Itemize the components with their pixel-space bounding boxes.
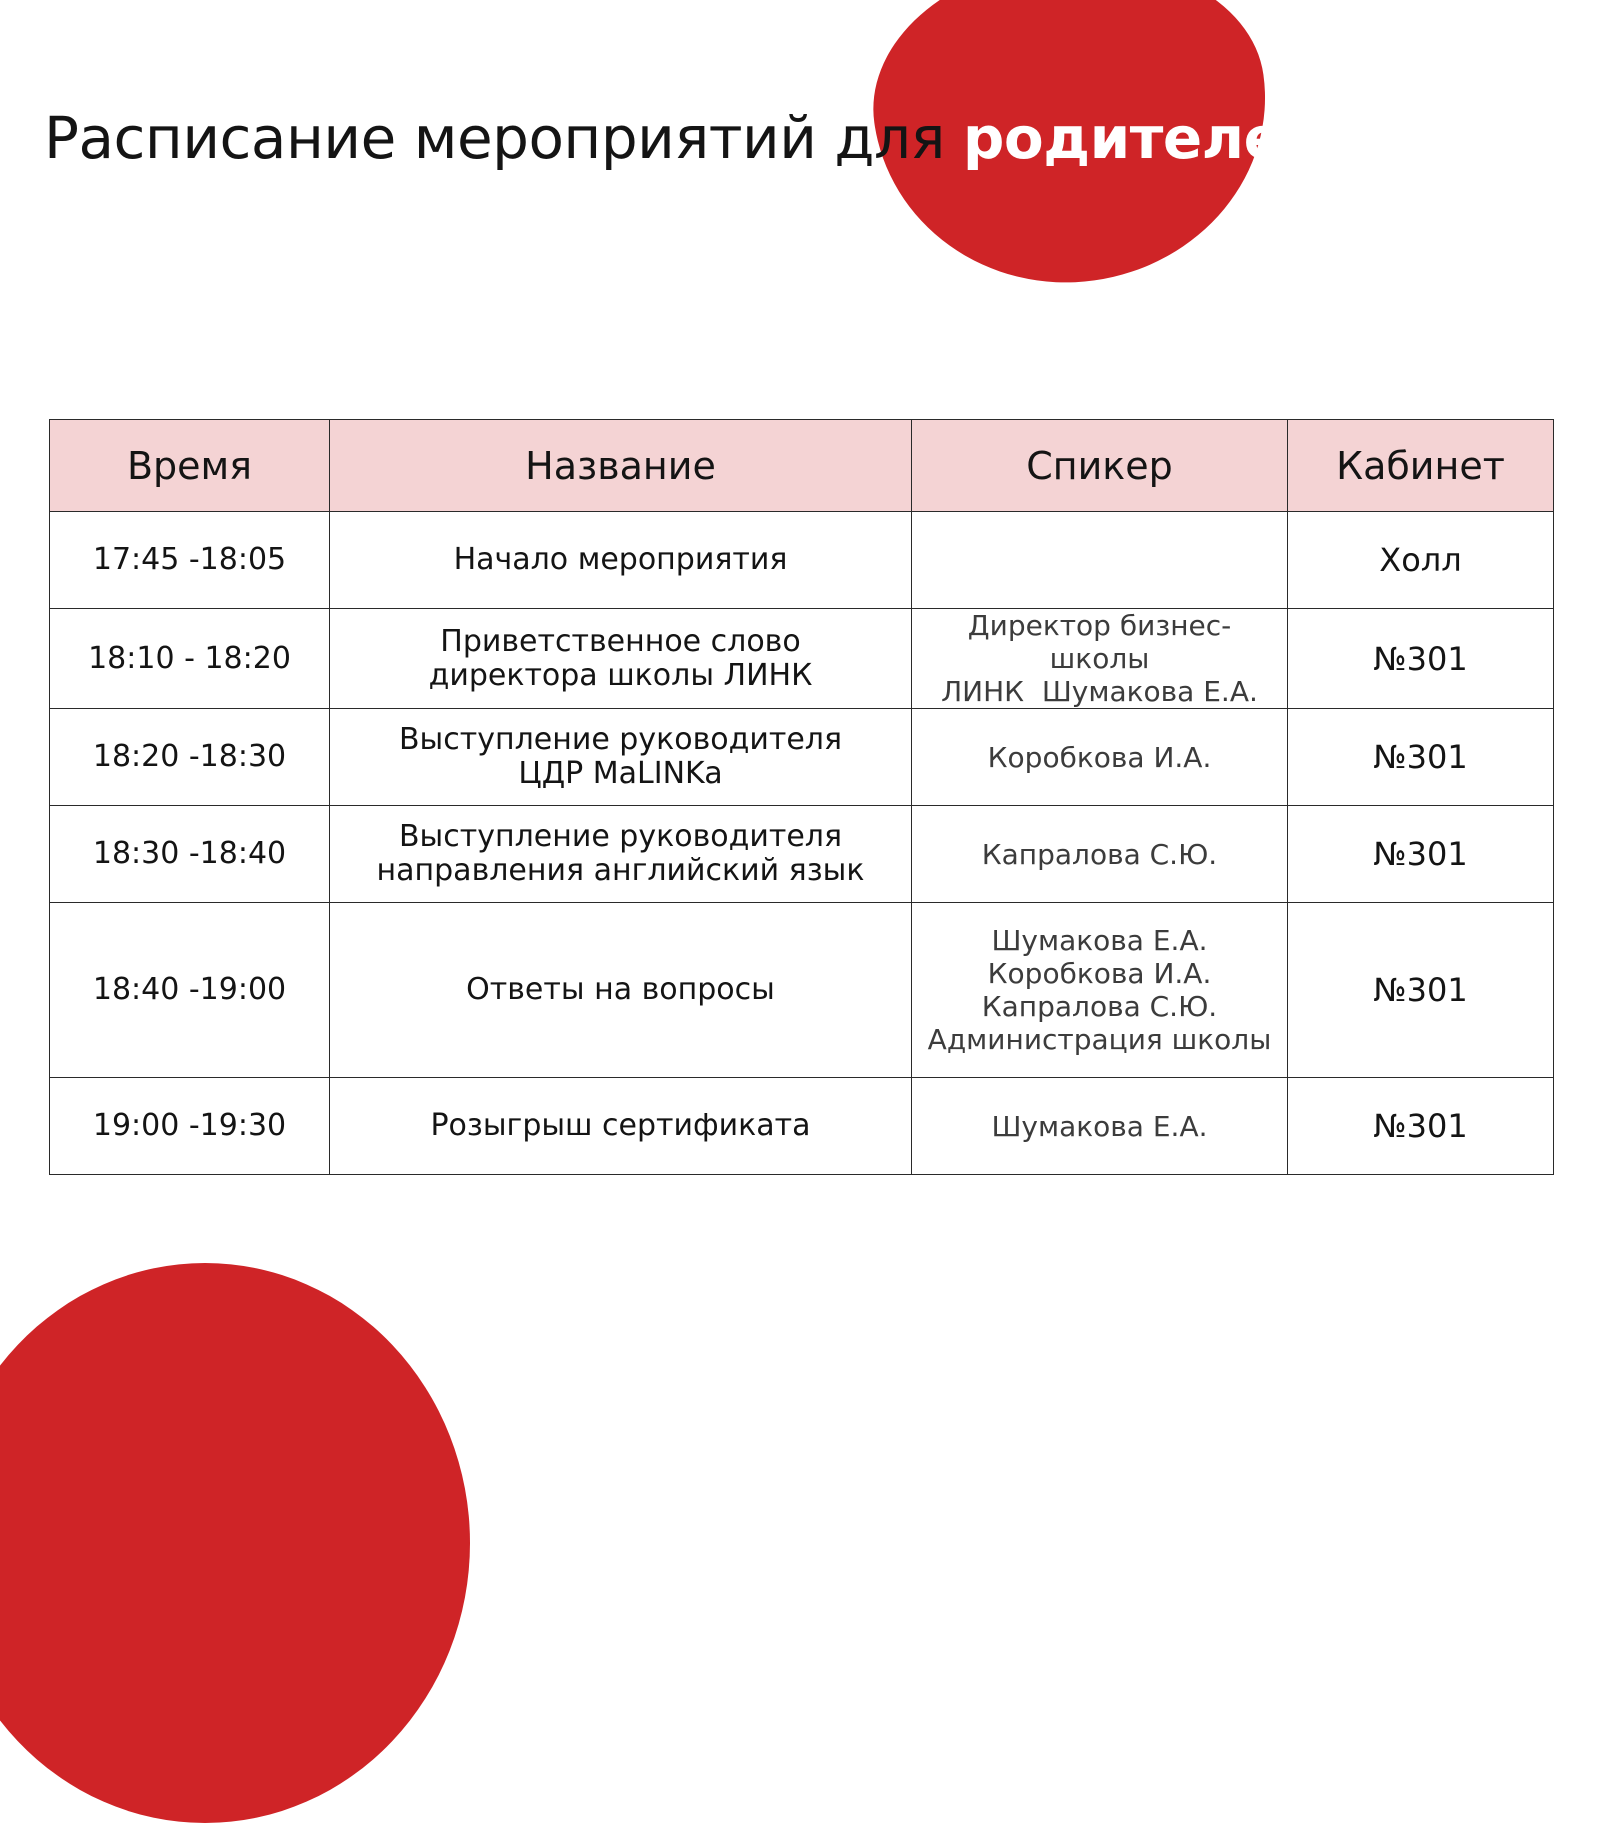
page-title [44, 104, 1323, 172]
room-cell: №301 [1288, 806, 1554, 903]
event-name-line: направления английский язык [376, 853, 865, 888]
event-name-cell [330, 1078, 912, 1175]
speaker-line: Директор бизнес-школы [967, 609, 1232, 675]
time-cell: 19:00 -19:30 [50, 1078, 330, 1175]
speaker-cell [912, 512, 1288, 609]
time-cell: 18:30 -18:40 [50, 806, 330, 903]
speaker-line: Шумакова Е.А. [991, 1109, 1208, 1143]
room-cell: №301 [1288, 709, 1554, 806]
event-name-line: Начало мероприятия [453, 542, 788, 577]
speaker-cell [912, 609, 1288, 709]
speaker-cell [912, 903, 1288, 1078]
speaker-line: Капралова С.Ю. [981, 990, 1218, 1023]
time-cell: 18:10 - 18:20 [50, 609, 330, 709]
table-header-row [50, 420, 1554, 512]
header-name: Название [330, 420, 912, 512]
speaker-line: Коробкова И.А. [987, 740, 1212, 774]
table-row [50, 512, 1554, 609]
event-name-cell [330, 709, 912, 806]
event-name-cell [330, 609, 912, 709]
room-cell: №301 [1288, 1078, 1554, 1175]
page-title-main: Расписание мероприятий для [44, 104, 945, 172]
speaker-line: Администрация школы [927, 1023, 1272, 1056]
time-cell: 18:20 -18:30 [50, 709, 330, 806]
event-name-cell [330, 512, 912, 609]
event-name-cell [330, 903, 912, 1078]
time-cell: 17:45 -18:05 [50, 512, 330, 609]
speaker-cell [912, 709, 1288, 806]
speaker-cell [912, 1078, 1288, 1175]
header-room: Кабинет [1288, 420, 1554, 512]
speaker-line: Шумакова Е.А. [991, 924, 1208, 957]
schedule-table [49, 419, 1554, 1175]
room-cell: Холл [1288, 512, 1554, 609]
table-row [50, 806, 1554, 903]
decorative-red-blob-bottom [0, 1263, 470, 1823]
page-title-highlight: родителей [962, 104, 1323, 172]
event-name-line: Розыгрыш сертификата [430, 1108, 811, 1143]
time-cell: 18:40 -19:00 [50, 903, 330, 1078]
event-name-line: Выступление руководителя [398, 722, 843, 757]
speaker-line: ЛИНК Шумакова Е.А. [941, 675, 1258, 708]
event-name-line: Выступление руководителя [398, 819, 843, 854]
event-name-line: ЦДР MaLINKa [518, 756, 723, 791]
header-speaker: Спикер [912, 420, 1288, 512]
room-cell: №301 [1288, 609, 1554, 709]
event-name-line: директора школы ЛИНК [428, 657, 813, 693]
table-row [50, 609, 1554, 709]
event-name-line: Приветственное слово [440, 623, 801, 659]
table-row [50, 1078, 1554, 1175]
speaker-line: Коробкова И.А. [987, 957, 1212, 990]
header-time: Время [50, 420, 330, 512]
room-cell: №301 [1288, 903, 1554, 1078]
table-row [50, 903, 1554, 1078]
event-name-line: Ответы на вопросы [466, 972, 775, 1007]
speaker-cell [912, 806, 1288, 903]
table-row [50, 709, 1554, 806]
event-name-cell [330, 806, 912, 903]
speaker-line: Капралова С.Ю. [981, 837, 1218, 871]
